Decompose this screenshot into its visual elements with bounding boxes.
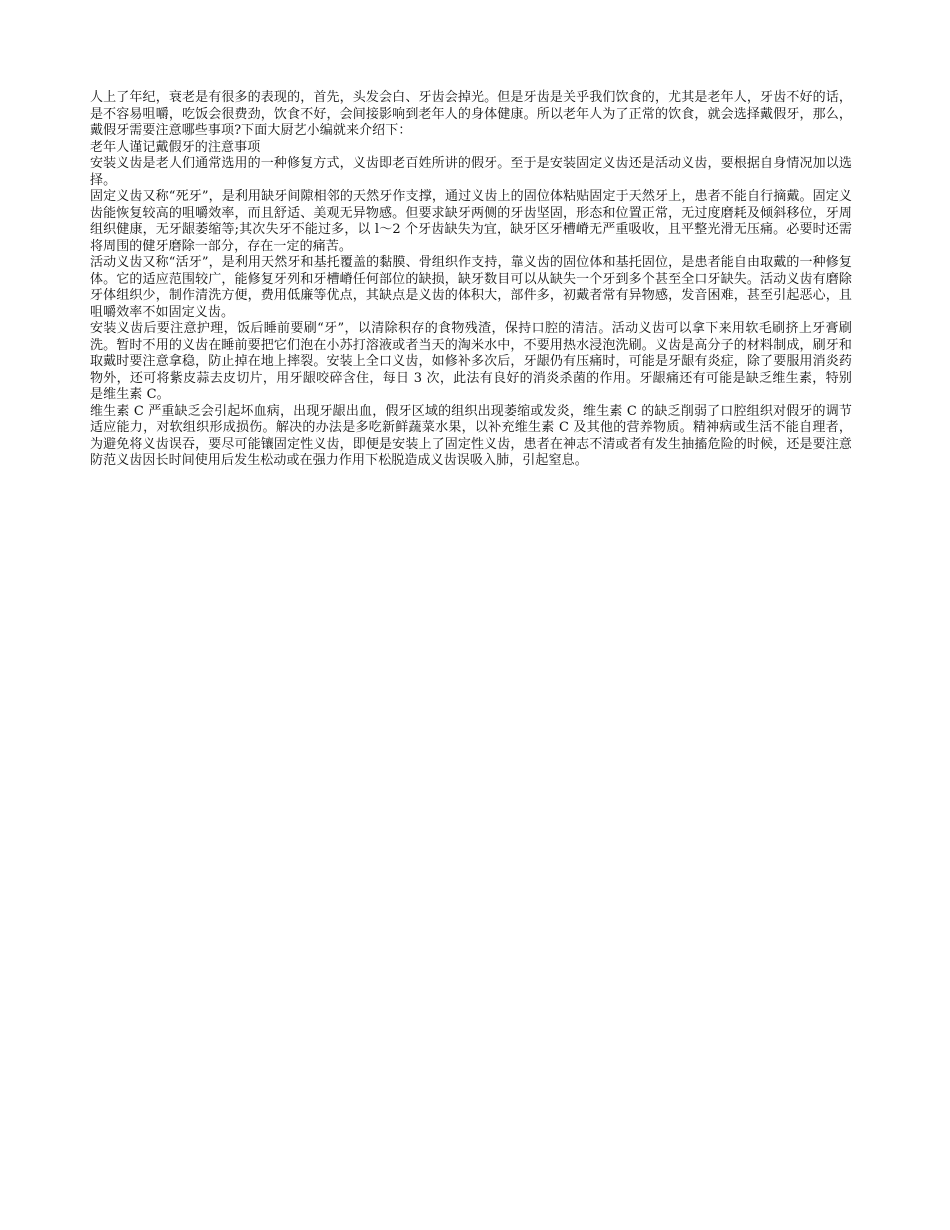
document-body	[90, 90, 852, 470]
body-paragraph-4: 安装义齿后要注意护理，饭后睡前要刷“牙”，以清除积存的食物残渣，保持口腔的清洁。活动义齿可以拿下来用软毛刷挤上牙膏刷洗。暂时不用的义齿在睡前要把它们泡在小苏打溶液或者当天的淘米水中，不要用热水浸泡洗刷。义齿是高分子的材料制成，刷牙和取戴时要注意拿稳，防止掉在地上摔裂。安装上全口义齿，如修补多次后，牙龈仍有压痛时，可能是牙龈有炎症，除了要服用消炎药物外，还可将紫皮蒜去皮切片，用牙龈咬碎含住，每日 3 次，此法有良好的消炎杀菌的作用。牙龈痛还有可能是缺乏维生素，特别是维生素 C。	[90, 321, 852, 402]
body-paragraph-1: 安装义齿是老人们通常选用的一种修复方式，义齿即老百姓所讲的假牙。至于是安装固定义齿还是活动义齿，要根据自身情况加以选择。	[90, 156, 852, 188]
section-heading: 老年人谨记戴假牙的注意事项	[90, 139, 261, 155]
body-paragraph-3: 活动义齿又称“活牙”，是利用天然牙和基托覆盖的黏膜、骨组织作支持，靠义齿的固位体和基托固位，是患者能自由取戴的一种修复体。它的适应范围较广，能修复牙列和牙槽嵴任何部位的缺损，缺牙数目可以从缺失一个牙到多个甚至全口牙缺失。活动义齿有磨除牙体组织少，制作清洗方便，费用低廉等优点，其缺点是义齿的体积大，部件多，初戴者常有异物感，发音困难，甚至引起恶心，且咀嚼效率不如固定义齿。	[90, 255, 852, 320]
body-paragraph-2: 固定义齿又称“死牙”，是利用缺牙间隙相邻的天然牙作支撑，通过义齿上的固位体粘贴固定于天然牙上，患者不能自行摘戴。固定义齿能恢复较高的咀嚼效率，而且舒适、美观无异物感。但要求缺牙两侧的牙齿坚固，形态和位置正常，无过度磨耗及倾斜移位，牙周组织健康，无牙龈萎缩等;其次失牙不能过多，以 l～2 个牙齿缺失为宜，缺牙区牙槽嵴无严重吸收，且平整光滑无压痛。必要时还需将周围的健牙磨除一部分，存在一定的痛苦。	[90, 189, 852, 254]
intro-paragraph: 人上了年纪，衰老是有很多的表现的，首先，头发会白、牙齿会掉光。但是牙齿是关乎我们饮食的，尤其是老年人，牙齿不好的话，是不容易咀嚼，吃饭会很费劲，饮食不好，会间接影响到老年人的身体健康。所以老年人为了正常的饮食，就会选择戴假牙，那么，戴假牙需要注意哪些事项?下面大厨艺小编就来介绍下：	[90, 90, 852, 138]
body-paragraph-5: 维生素 C 严重缺乏会引起坏血病，出现牙龈出血，假牙区域的组织出现萎缩或发炎，维生素 C 的缺乏削弱了口腔组织对假牙的调节适应能力，对软组织形成损伤。解决的办法是多吃新鲜蔬菜水果，以补充维生素 C 及其他的营养物质。精神病或生活不能自理者，为避免将义齿误吞，要尽可能镶固定性义齿，即便是安装上了固定性义齿，患者在神志不清或者有发生抽搐危险的时候，还是要注意防范义齿因长时间使用后发生松动或在强力作用下松脱造成义齿误吸入肺，引起窒息。	[90, 403, 852, 468]
